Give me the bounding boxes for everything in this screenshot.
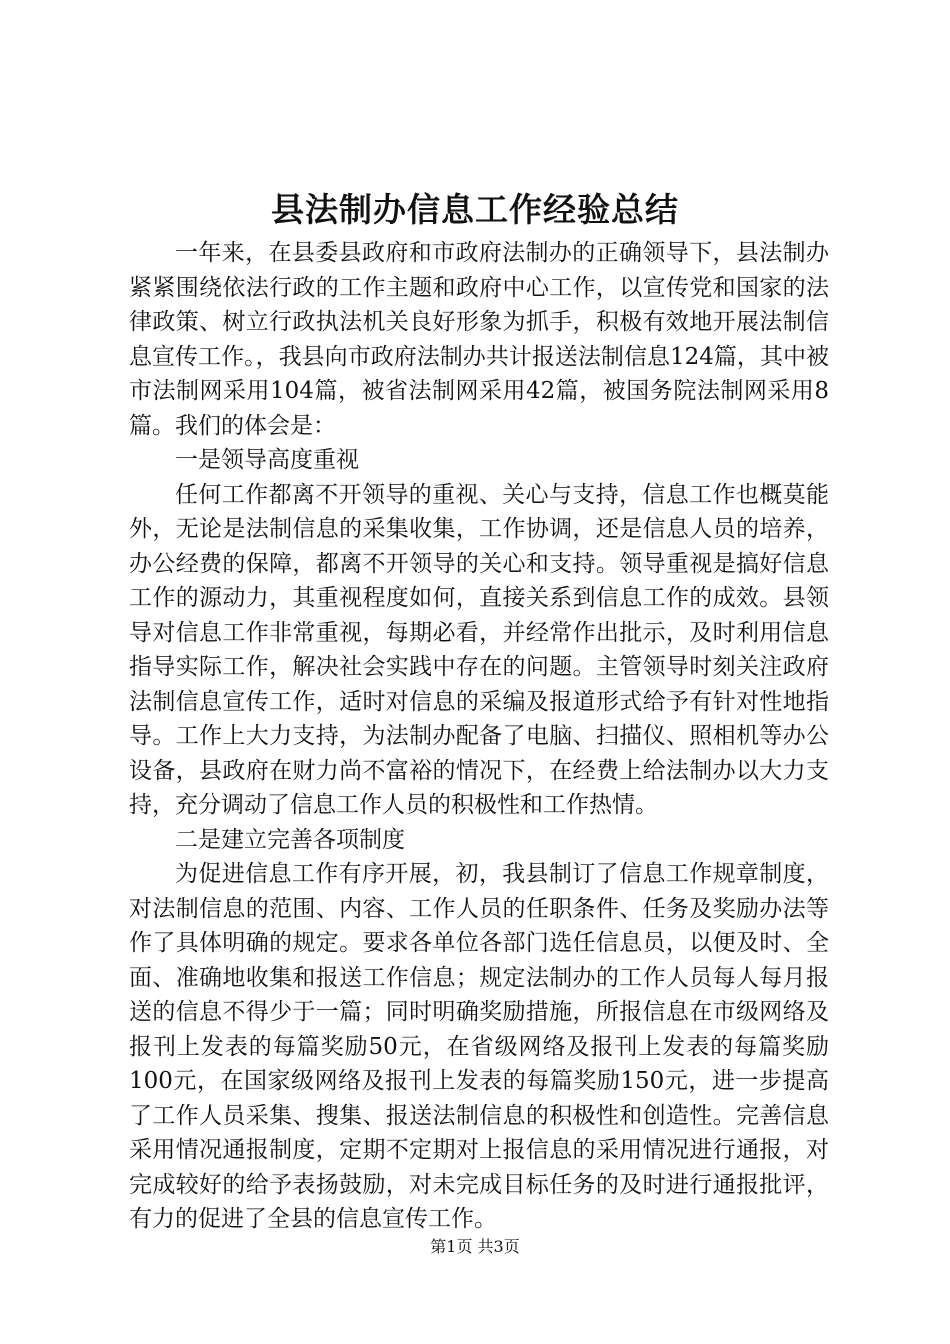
section-heading-1: 一是领导高度重视 [175,447,359,473]
document-body [129,236,829,1237]
section-heading-2: 二是建立完善各项制度 [175,826,405,853]
page-number: 第1页 共3页 [430,1237,520,1256]
paragraph-leadership: 任何工作都离不开领导的重视、关心与支持，信息工作也概莫能外，无论是法制信息的采集收集，工作协调，还是信息人员的培养，办公经费的保障，都离不开领导的关心和支持。领导重视是搞好信息工作的源动力，其重视程度如何，直接关系到信息工作的成效。县领导对信息工作非常重视，每期必看，并经常作出批示，及时利用信息指导实际工作，解决社会实践中存在的问题。主管领导时刻关注政府法制信息宣传工作，适时对信息的采编及报道形式给予有针对性地指导。工作上大力支持，为法制办配备了电脑、扫描仪、照相机等办公设备，县政府在财力尚不富裕的情况下，在经费上给法制办以大力支持，充分调动了信息工作人员的积极性和工作热情。 [129,481,829,818]
document-title: 县法制办信息工作经验总结 [271,190,679,229]
paragraph-intro: 一年来，在县委县政府和市政府法制办的正确领导下，县法制办紧紧围绕依法行政的工作主题和政府中心工作，以宣传党和国家的法律政策、树立行政执法机关良好形象为抓手，积极有效地开展法制信息宣传工作。，我县向市政府法制办共计报送法制信息124篇，其中被市法制网采用104篇，被省法制网采用42篇，被国务院法制网采用8篇。我们的体会是： [129,240,829,439]
paragraph-systems: 为促进信息工作有序开展，初，我县制订了信息工作规章制度，对法制信息的范围、内容、工作人员的任职条件、任务及奖励办法等作了具体明确的规定。要求各单位各部门选任信息员，以便及时、全面、准确地收集和报送工作信息；规定法制办的工作人员每人每月报送的信息不得少于一篇；同时明确奖励措施，所报信息在市级网络及报刊上发表的每篇奖励50元，在省级网络及报刊上发表的每篇奖励100元，在国家级网络及报刊上发表的每篇奖励150元，进一步提高了工作人员采集、搜集、报送法制信息的积极性和创造性。完善信息采用情况通报制度，定期不定期对上报信息的采用情况进行通报，对完成较好的给予表扬鼓励，对未完成目标任务的及时进行通报批评，有力的促进了全县的信息宣传工作。 [129,861,829,1232]
